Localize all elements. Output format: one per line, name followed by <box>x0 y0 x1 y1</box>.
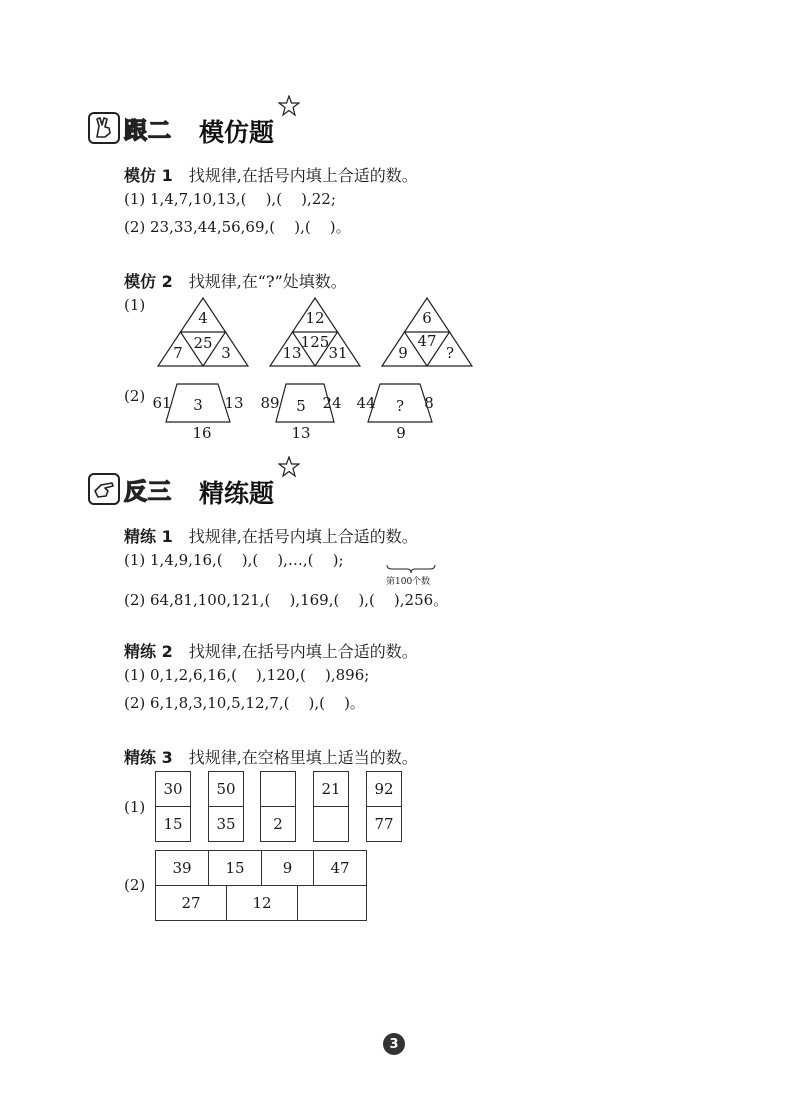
star-icon <box>278 456 300 478</box>
box-top: 21 <box>313 771 349 807</box>
brick-cell: 39 <box>155 850 209 886</box>
triangle-top: 6 <box>422 309 432 327</box>
section-title: 模仿题 <box>199 118 275 147</box>
question-title <box>124 524 418 547</box>
triangle-puzzle <box>268 296 362 368</box>
question-label: 模仿 2 <box>124 272 173 291</box>
sub-label: (1) <box>124 798 146 816</box>
victory-hand-icon <box>92 116 116 140</box>
trapezoid-bottom: 16 <box>192 424 212 442</box>
question-title <box>124 639 418 662</box>
box-bottom: 77 <box>366 806 402 842</box>
trapezoid-puzzle <box>150 380 250 444</box>
brick-cell <box>297 885 367 921</box>
brick-cell: 15 <box>208 850 262 886</box>
problem-line: (1) 1,4,7,10,13,( ),( ),22; <box>124 190 336 208</box>
triangle-right: 31 <box>328 344 348 362</box>
underbrace-icon <box>386 564 436 574</box>
problem-line: (1) 1,4,9,16,( ),( ),…,( ); <box>124 551 344 569</box>
question-text: 找规律,在“?”处填数。 <box>188 272 347 291</box>
question-title <box>124 745 418 768</box>
section-tag: 跟二 <box>124 118 172 144</box>
trapezoid-left: 44 <box>356 394 376 412</box>
problem-line: (2) 64,81,100,121,( ),169,( ),( ),256。 <box>124 591 449 609</box>
brick-cell: 27 <box>155 885 227 921</box>
trapezoid-center: 3 <box>193 396 203 414</box>
trapezoid-left: 89 <box>260 394 280 412</box>
triangle-right: 3 <box>221 344 231 362</box>
question-title <box>124 269 347 292</box>
section-title: 精练题 <box>199 479 275 508</box>
triangle-center: 47 <box>417 332 437 350</box>
brick-cell: 12 <box>226 885 298 921</box>
box-top: 92 <box>366 771 402 807</box>
trapezoid-bottom: 13 <box>291 424 311 442</box>
question-label: 精练 1 <box>124 527 173 546</box>
problem-line: (2) 23,33,44,56,69,( ),( )。 <box>124 218 351 236</box>
trapezoid-right: 13 <box>224 394 244 412</box>
box-bottom: 2 <box>260 806 296 842</box>
triangle-top: 4 <box>198 309 208 327</box>
triangle-left: 13 <box>282 344 302 362</box>
triangle-left: 7 <box>173 344 183 362</box>
triangle-center: 25 <box>193 334 213 352</box>
trapezoid-right: 8 <box>424 394 434 412</box>
box-bottom <box>313 806 349 842</box>
question-title <box>124 163 418 186</box>
question-text: 找规律,在括号内填上合适的数。 <box>188 527 418 546</box>
brick-cell: 9 <box>261 850 314 886</box>
box-top: 30 <box>155 771 191 807</box>
trapezoid-center: 5 <box>296 397 306 415</box>
triangle-center: 125 <box>300 333 330 351</box>
triangle-figure <box>156 296 250 368</box>
hand-icon <box>88 112 120 144</box>
section-tag: 反三 <box>124 479 172 505</box>
box-bottom: 35 <box>208 806 244 842</box>
question-text: 找规律,在空格里填上适当的数。 <box>188 748 418 767</box>
box-top: 50 <box>208 771 244 807</box>
question-label: 模仿 1 <box>124 166 173 185</box>
page-number: 3 <box>383 1033 405 1055</box>
triangle-puzzle <box>156 296 250 368</box>
pointing-hand-icon <box>92 477 116 501</box>
sub-label: (2) <box>124 387 146 405</box>
question-label: 精练 2 <box>124 642 173 661</box>
box-bottom: 15 <box>155 806 191 842</box>
sub-label: (1) <box>124 296 146 314</box>
problem-line: (2) 6,1,8,3,10,5,12,7,( ),( )。 <box>124 694 365 712</box>
trapezoid-right: 24 <box>322 394 342 412</box>
trapezoid-puzzle <box>354 380 454 444</box>
question-text: 找规律,在括号内填上合适的数。 <box>188 642 418 661</box>
brace-note: 第100个数 <box>386 577 431 587</box>
question-text: 找规律,在括号内填上合适的数。 <box>188 166 418 185</box>
triangle-puzzle <box>380 296 474 368</box>
question-label: 精练 3 <box>124 748 173 767</box>
box-top <box>260 771 296 807</box>
triangle-right: ? <box>445 344 455 362</box>
trapezoid-left: 61 <box>152 394 172 412</box>
brick-cell: 47 <box>313 850 367 886</box>
problem-line: (1) 0,1,2,6,16,( ),120,( ),896; <box>124 666 370 684</box>
triangle-left: 9 <box>398 344 408 362</box>
sub-label: (2) <box>124 876 146 894</box>
trapezoid-center: ? <box>395 397 405 415</box>
trapezoid-bottom: 9 <box>396 424 406 442</box>
trapezoid-puzzle <box>258 380 358 444</box>
star-icon <box>278 95 300 117</box>
hand-icon <box>88 473 120 505</box>
triangle-top: 12 <box>305 309 325 327</box>
